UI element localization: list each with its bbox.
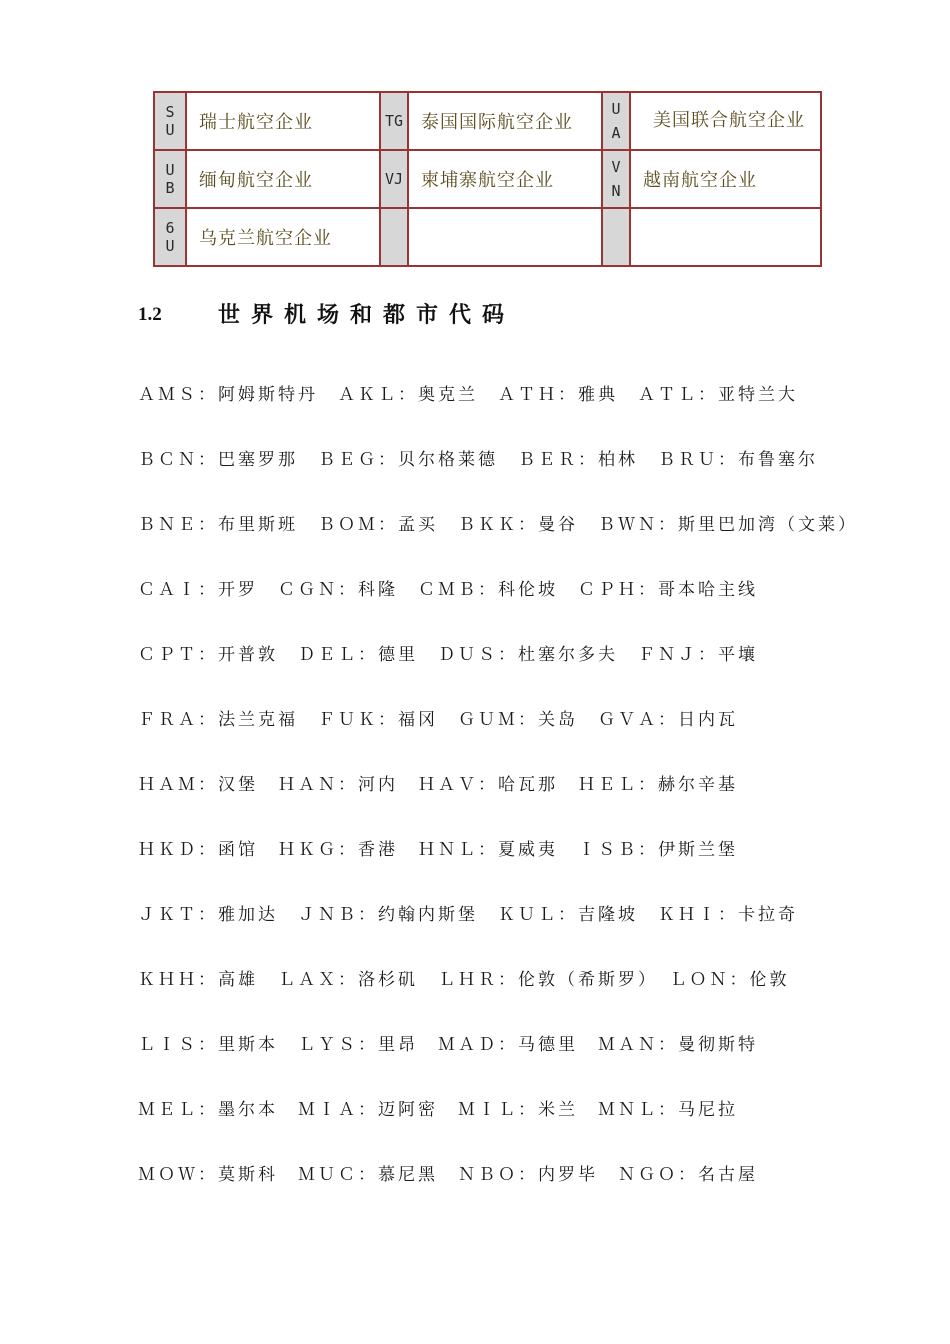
- airline-code-cell: [380, 208, 408, 266]
- city-code-line: ＭＯＷ：莫斯科 ＭＵＣ：慕尼黑 ＮＢＯ：内罗毕 ＮＧＯ：名古屋: [138, 1165, 758, 1185]
- city-code-line: ＨＡＭ：汉堡 ＨＡＮ：河内 ＨＡＶ：哈瓦那 ＨＥＬ：赫尔辛基: [138, 775, 738, 795]
- city-code-line: ＡＭＳ：阿姆斯特丹 ＡＫＬ：奥克兰 ＡＴＨ：雅典 ＡＴＬ：亚特兰大: [138, 385, 798, 405]
- airline-code-cell: TG: [380, 92, 408, 150]
- airline-code-cell: [154, 92, 186, 150]
- city-code-line: ＣＡＩ：开罗 ＣＧＮ：科隆 ＣＭＢ：科伦坡 ＣＰＨ：哥本哈主线: [138, 580, 758, 600]
- airline-name-cell: 缅甸航空企业: [186, 150, 380, 208]
- airline-name-cell: 泰国国际航空企业: [408, 92, 602, 150]
- airline-code-cell: [154, 208, 186, 266]
- airline-code-cell: VJ: [380, 150, 408, 208]
- airline-name-cell: 柬埔寨航空企业: [408, 150, 602, 208]
- table-row: [154, 150, 821, 208]
- city-code-line: ＢＮＥ：布里斯班 ＢＯＭ：孟买 ＢＫＫ：曼谷 ＢＷＮ：斯里巴加湾（文莱）: [138, 515, 858, 535]
- airline-name-cell: 瑞士航空企业: [186, 92, 380, 150]
- city-code-line: ＫＨＨ：高雄 ＬＡＸ：洛杉矶 ＬＨＲ：伦敦（希斯罗） ＬＯＮ：伦敦: [138, 970, 790, 990]
- airline-code-cell: [154, 150, 186, 208]
- airline-name-cell: [630, 208, 821, 266]
- airline-name-cell: [408, 208, 602, 266]
- airline-code-cell: [602, 92, 630, 150]
- city-code-list: [138, 382, 858, 1227]
- section-number: 1.2: [138, 304, 162, 325]
- airline-code: 6U: [165, 219, 175, 255]
- airline-code-table: [153, 91, 822, 267]
- table-row: [154, 208, 821, 266]
- airline-code: VN: [611, 158, 621, 200]
- city-code-line: ＪＫＴ：雅加达 ＪＮＢ：约翰内斯堡 ＫＵＬ：吉隆坡 ＫＨＩ：卡拉奇: [138, 905, 798, 925]
- airline-name-cell: 乌克兰航空企业: [186, 208, 380, 266]
- city-code-line: ＣＰＴ：开普敦 ＤＥＬ：德里 ＤＵＳ：杜塞尔多夫 ＦＮＪ：平壤: [138, 645, 758, 665]
- airline-name-cell: 越南航空企业: [630, 150, 821, 208]
- airline-code-cell: [602, 150, 630, 208]
- city-code-line: ＨＫＤ：函馆 ＨＫＧ：香港 ＨＮＬ：夏威夷 ＩＳＢ：伊斯兰堡: [138, 840, 738, 860]
- airline-code: UA: [611, 100, 621, 142]
- city-code-line: ＬＩＳ：里斯本 ＬＹＳ：里昂 ＭＡＤ：马德里 ＭＡＮ：曼彻斯特: [138, 1035, 758, 1055]
- section-title: 世界机场和都市代码: [218, 302, 516, 328]
- city-code-line: ＦＲＡ：法兰克福 ＦＵＫ：福冈 ＧＵＭ：关岛 ＧＶＡ：日内瓦: [138, 710, 738, 730]
- table-row: [154, 92, 821, 150]
- airline-code-cell: [602, 208, 630, 266]
- city-code-line: ＢＣＮ：巴塞罗那 ＢＥＧ：贝尔格莱德 ＢＥＲ：柏林 ＢＲＵ：布鲁塞尔: [138, 450, 818, 470]
- city-code-line: ＭＥＬ：墨尔本 ＭＩＡ：迈阿密 ＭＩＬ：米兰 ＭＮＬ：马尼拉: [138, 1100, 738, 1120]
- airline-code: SU: [165, 103, 175, 139]
- airline-name-cell: 美国联合航空企业: [630, 92, 821, 150]
- airline-code: UB: [165, 161, 175, 197]
